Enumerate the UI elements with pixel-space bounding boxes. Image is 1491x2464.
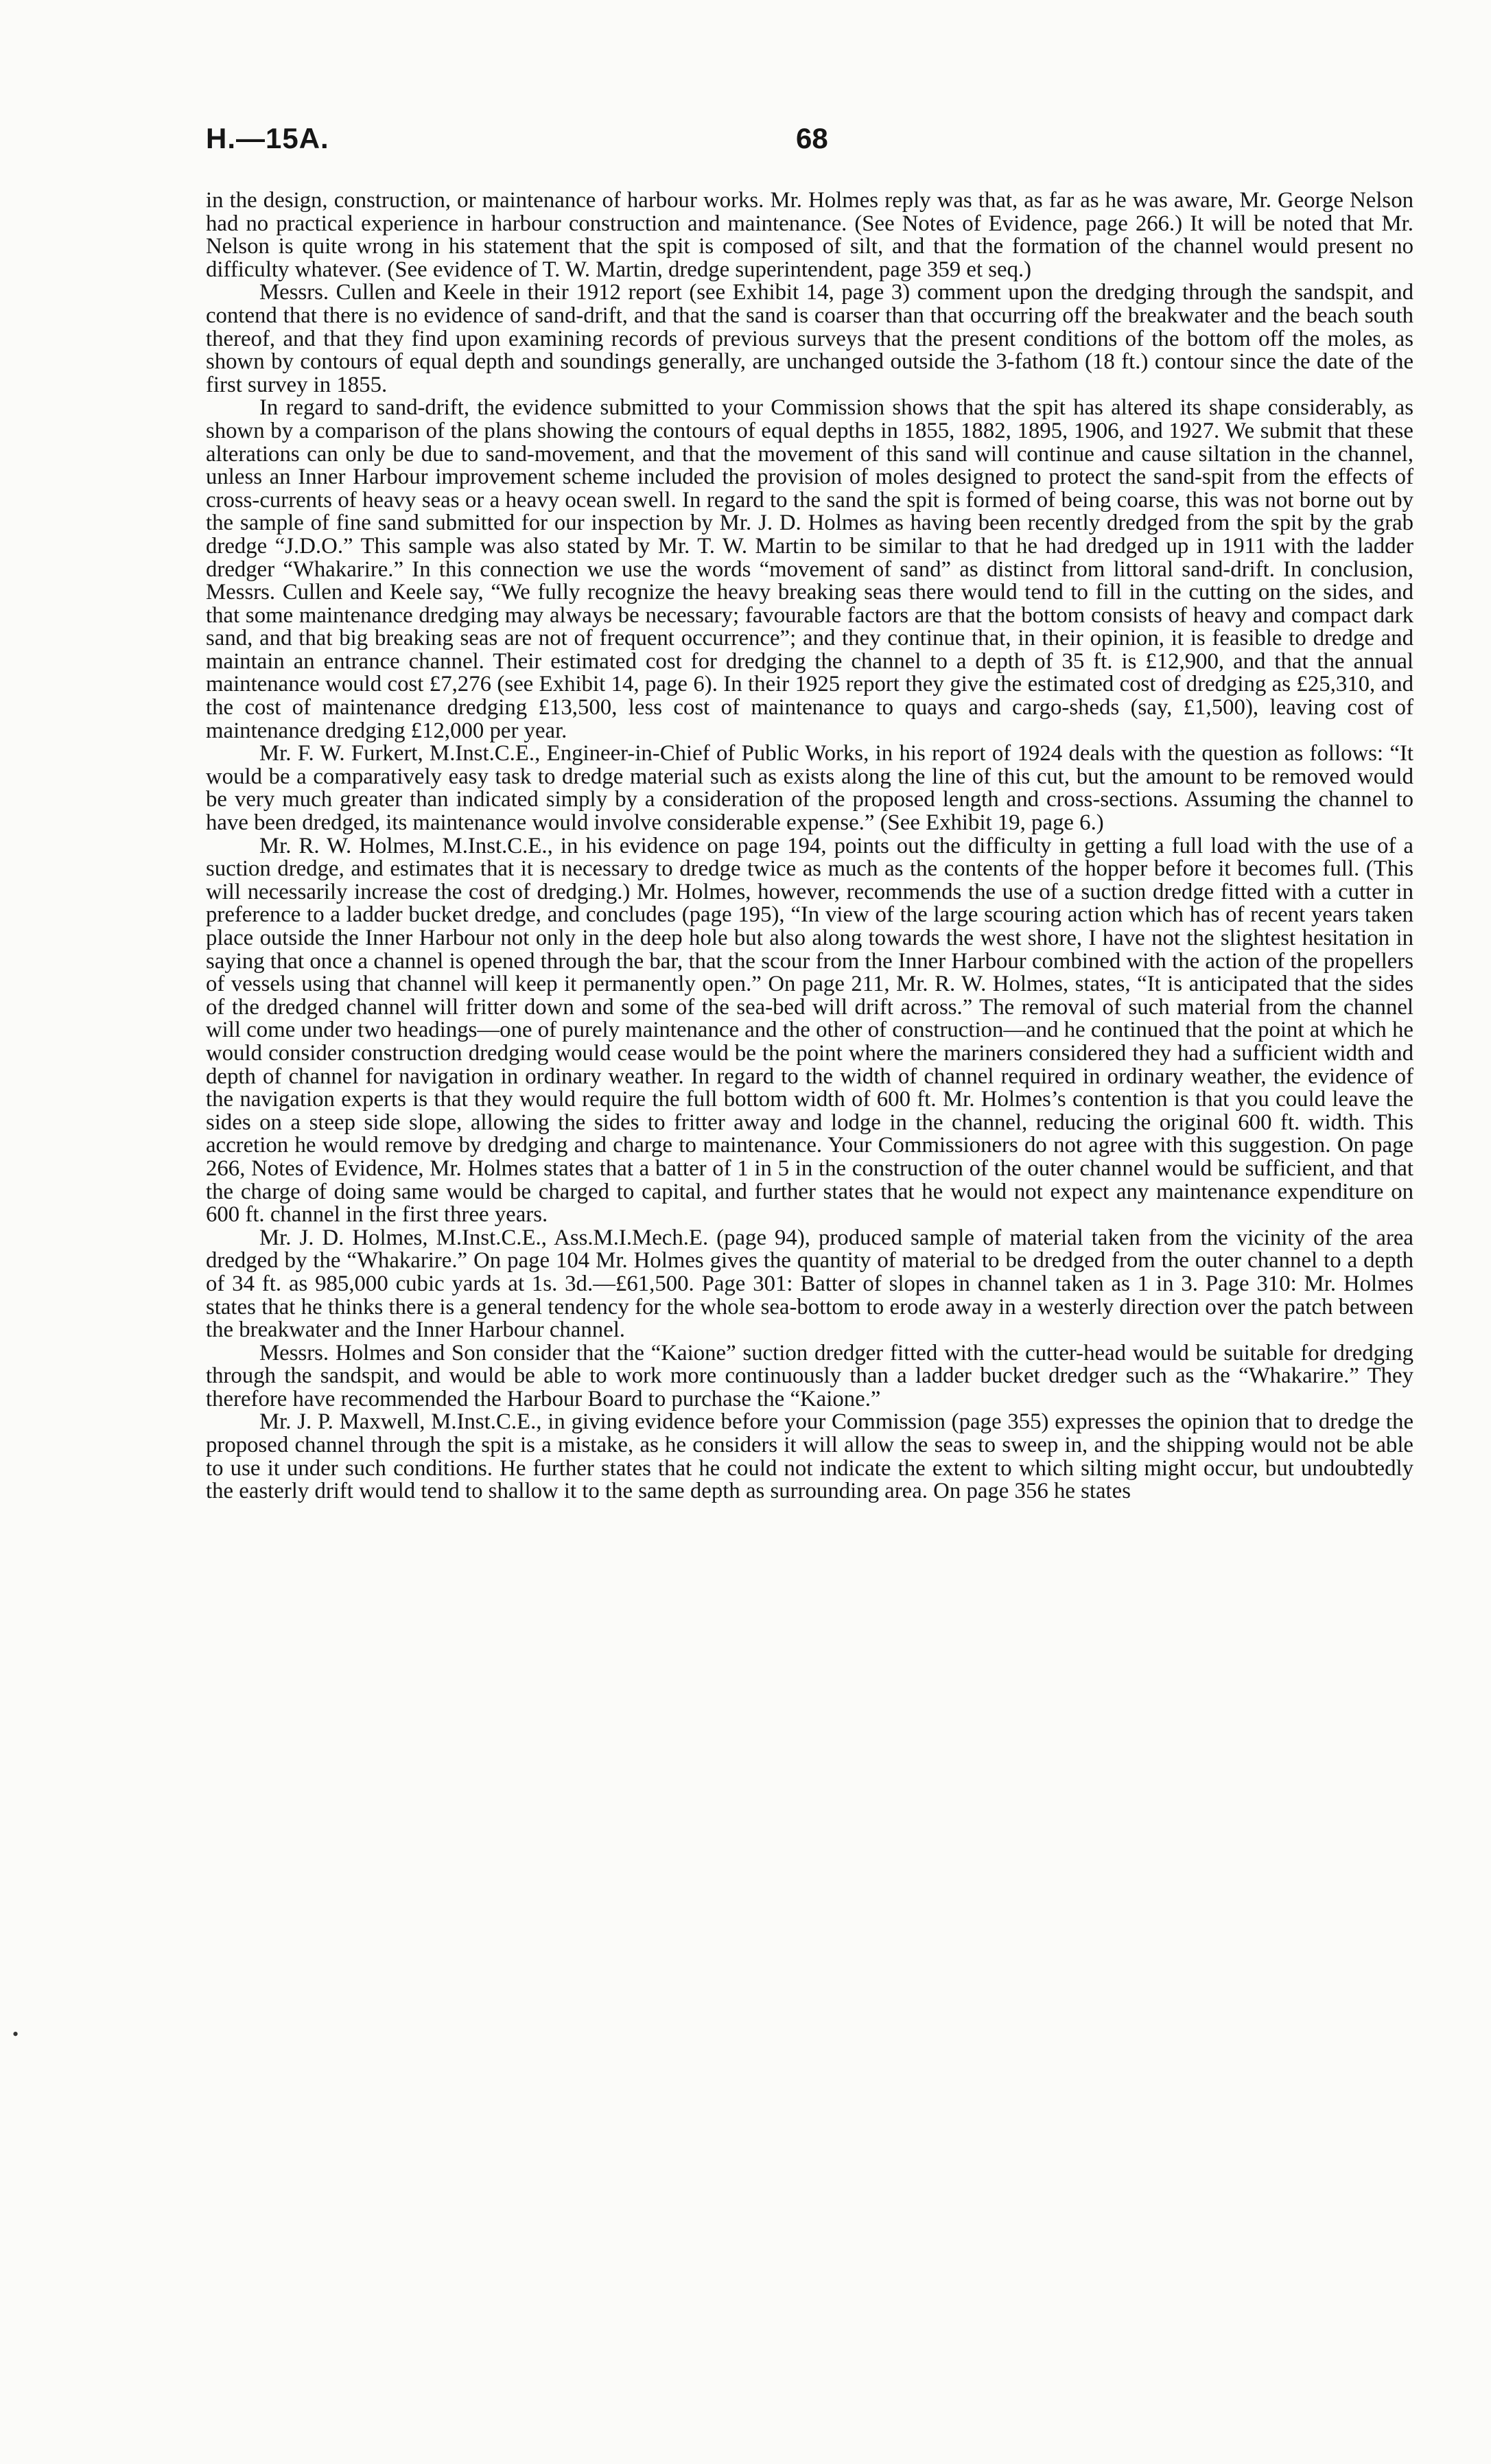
paragraph-cullen-keele-1912: Messrs. Cullen and Keele in their 1912 report (see Exhibit 14, page 3) comment upon the dredging through the sandspit, and contend that there is no evidence of sand-drift, and that the sand is coarser than that occurring off the breakwater and the beach south thereof, and that they find upon examining records of previous surveys that the present conditions of the bottom off the moles, as shown by contours of equal depth and soundings generally, are unchanged outside the 3-fathom (18 ft.) contour since the date of the first survey in 1855. (206, 280, 1413, 397)
paragraph-sand-drift: In regard to sand-drift, the evidence submitted to your Commission shows that the spit has altered its shape considerably, as shown by a comparison of the plans showing the contours of equal depths in 1855, 1882, 1895, 1906, and 1927. We submit that these alterations can only be due to sand-movement, and that the movement of this sand will continue and cause siltation in the channel, unless an Inner Harbour improvement scheme included the provision of moles designed to protect the sand-spit from the effects of cross-currents of heavy seas or a heavy ocean swell. In regard to the sand the spit is formed of being coarse, this was not borne out by the sample of fine sand submitted for our inspection by Mr. J. D. Holmes as having been recently dredged from the spit by the grab dredge “J.D.O.” This sample was also stated by Mr. T. W. Martin to be similar to that he had dredged up in 1911 with the ladder dredger “Whakarire.” In this connection we use the words “movement of sand” as distinct from littoral sand-drift. In conclusion, Messrs. Cullen and Keele say, “We fully recognize the heavy breaking seas there would tend to fill in the cutting on the sides, and that some maintenance dredging may always be necessary; favourable factors are that the bottom consists of heavy and compact dark sand, and that big breaking seas are not of frequent occurrence”; and they continue that, in their opinion, it is feasible to dredge and maintain an entrance channel. Their estimated cost for dredging the channel to a depth of 35 ft. is £12,900, and that the annual maintenance would cost £7,276 (see Exhibit 14, page 6). In their 1925 report they give the estimated cost of dredging as £25,310, and the cost of maintenance dredging £13,500, less cost of maintenance to quays and cargo-sheds (say, £1,500), leaving cost of maintenance dredging £12,000 per year. (206, 395, 1413, 743)
paragraph-j-d-holmes: Mr. J. D. Holmes, M.Inst.C.E., Ass.M.I.Mech.E. (page 94), produced sample of material taken from the vicinity of the area dredged by the “Whakarire.” On page 104 Mr. Holmes gives the quantity of material to be dredged from the outer channel to a depth of 34 ft. as 985,000 cubic yards at 1s. 3d.—£61,500. Page 301: Batter of slopes in channel taken as 1 in 3. Page 310: Mr. Holmes states that he thinks there is a general tendency for the whole sea-bottom to erode away in a westerly direction over the patch between the breakwater and the Inner Harbour channel. (206, 1225, 1413, 1343)
document-code: H.—15A. (206, 122, 329, 154)
paragraph-holmes-and-son: Messrs. Holmes and Son consider that the “Kaione” suction dredger fitted with the cutter-head would be suitable for dredging through the sandspit, and would be able to work more continuously than a ladder bucket dredger such as the “Whakarire.” They therefore have recommended the Harbour Board to purchase the “Kaione.” (206, 1340, 1413, 1411)
margin-mark: • (12, 2024, 19, 2044)
paragraph-maxwell: Mr. J. P. Maxwell, M.Inst.C.E., in giving evidence before your Commission (page 355) expresses the opinion that to dredge the proposed channel through the spit is a mistake, as he considers it will allow the seas to sweep in, and the shipping would not be able to use it under such conditions. He further states that he could not indicate the extent to which silting might occur, but undoubtedly the easterly drift would tend to shallow it to the same depth as surrounding area. On page 356 he states (206, 1409, 1413, 1504)
paragraph-r-w-holmes: Mr. R. W. Holmes, M.Inst.C.E., in his evidence on page 194, points out the difficulty in getting a full load with the use of a suction dredge, and estimates that it is necessary to dredge twice as much as the contents of the hopper before it becomes full. (This will necessarily increase the cost of dredging.) Mr. Holmes, however, recommends the use of a suction dredge fitted with a cutter in preference to a ladder bucket dredge, and concludes (page 195), “In view of the large scouring action which has of recent years taken place outside the Inner Harbour not only in the deep hole but also along towards the west shore, I have not the slightest hesitation in saying that once a channel is opened through the bar, that the scour from the Inner Harbour combined with the action of the propellers of vessels using that channel will keep it permanently open.” On page 211, Mr. R. W. Holmes, states, “It is anticipated that the sides of the dredged channel will fritter down and some of the sea-bed will drift across.” The removal of such material from the channel will come under two headings—one of purely maintenance and the other of construction—and he continued that the point at which he would consider construction dredging would cease would be the point where the mariners considered they had a sufficient width and depth of channel for navigation in ordinary weather. In regard to the width of channel required in ordinary weather, the evidence of the navigation experts is that they would require the full bottom width of 600 ft. Mr. Holmes’s contention is that you could leave the sides on a steep side slope, allowing the sides to fritter away and lodge in the channel, reducing the original 600 ft. width. This accretion he would remove by dredging and charge to maintenance. Your Commissioners do not agree with this suggestion. On page 266, Notes of Evidence, Mr. Holmes states that a batter of 1 in 5 in the construction of the outer channel would be sufficient, and that the charge of doing same would be charged to capital, and further states that he would not expect any maintenance expenditure on 600 ft. channel in the first three years. (206, 833, 1413, 1228)
paragraph-furkert: Mr. F. W. Furkert, M.Inst.C.E., Engineer-in-Chief of Public Works, in his report of 1924 deals with the question as follows: “It would be a comparatively easy task to dredge material such as exists along the line of this cut, but the amount to be removed would be very much greater than indicated simply by a consideration of the proposed length and cross-sections. Assuming the channel to have been dredged, its maintenance would involve considerable expense.” (See Exhibit 19, page 6.) (206, 741, 1413, 836)
page-header (206, 122, 1413, 163)
paragraph-continuation: in the design, construction, or maintenance of harbour works. Mr. Holmes reply was that, as far as he was aware, Mr. George Nelson had no practical experience in harbour construction and maintenance. (See Notes of Evidence, page 266.) It will be noted that Mr. Nelson is quite wrong in his statement that the spit is composed of silt, and that the formation of the channel would present no difficulty whatever. (See evidence of T. W. Martin, dredge superintendent, page 359 et seq.) (206, 188, 1413, 282)
page-number: 68 (796, 122, 828, 154)
body-text (206, 189, 1413, 1503)
